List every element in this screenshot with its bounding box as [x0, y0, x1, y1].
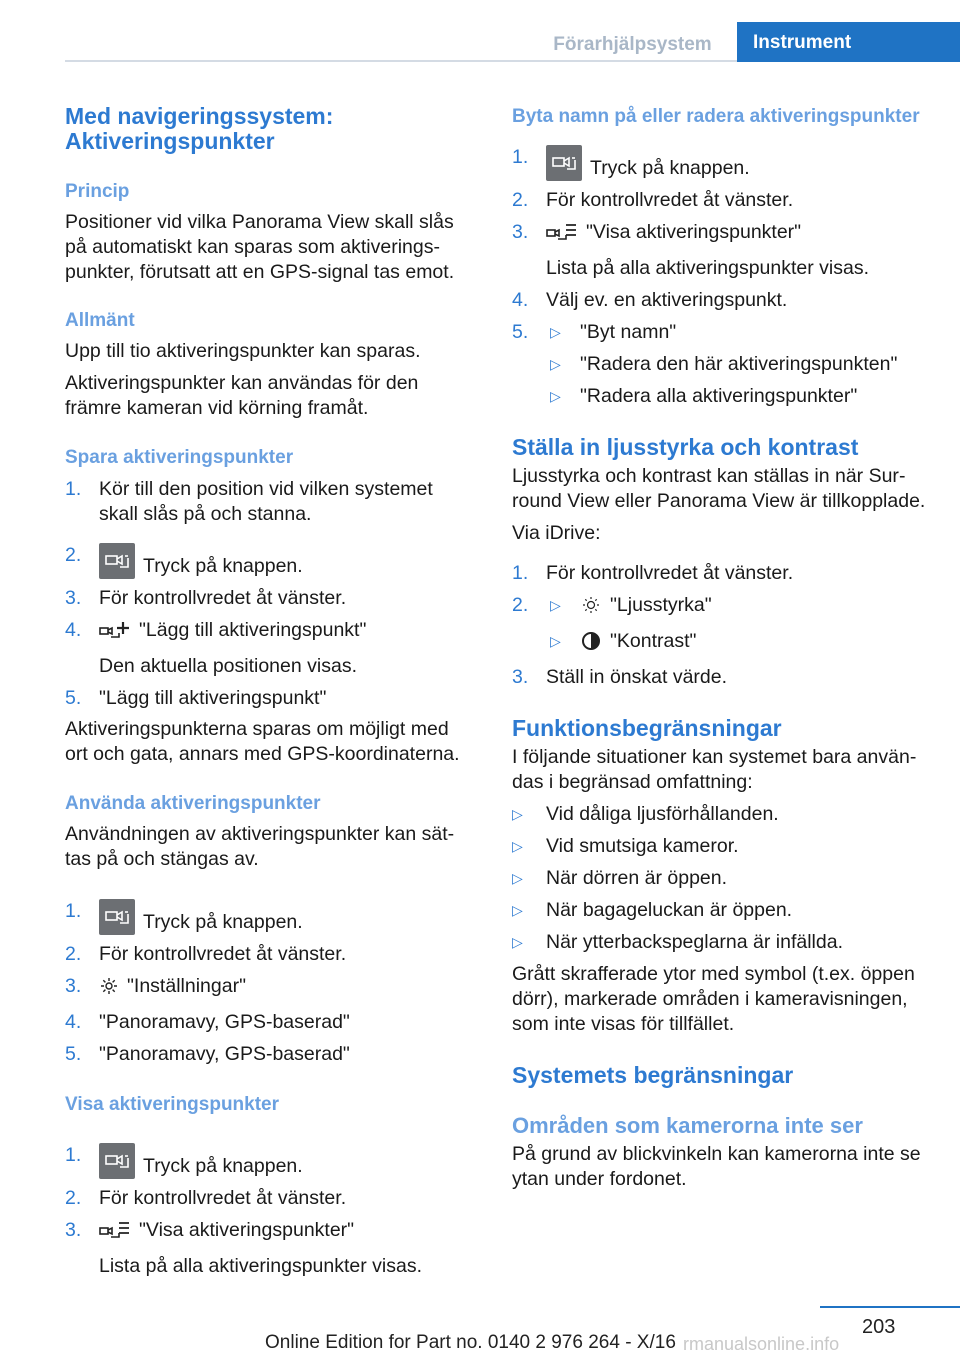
list-item: ▷ När bagageluckan är öppen. — [512, 899, 793, 921]
triangle-bullet-icon: ▷ — [550, 633, 561, 649]
list-item: ▷ "Kontrast" — [512, 629, 927, 658]
princip-text: Positioner vid vilka Panorama View skall slås på automatiskt kan sparas som aktiveringspunkter, förutsatt att en GPS-signal tas emot. — [65, 211, 455, 283]
section-tab[interactable]: Förarhjälpsystem — [553, 34, 712, 55]
triangle-bullet-icon: ▷ — [512, 934, 523, 950]
omr-text: På grund av blickvinkeln kan kamerorna inte se ytan under fordonet. — [512, 1143, 921, 1190]
camera-button-icon[interactable] — [99, 543, 135, 579]
triangle-bullet-icon: ▷ — [512, 870, 523, 886]
triangle-bullet-icon: ▷ — [550, 324, 561, 340]
allmant-text-1: Upp till tio aktiveringspunkter kan sparas. — [65, 340, 421, 362]
edition-text: Online Edition for Part no. 0140 2 976 264 - X/16 — [265, 1332, 676, 1353]
right-column — [512, 104, 927, 1192]
omr-heading: Områden som kamerorna inte ser — [512, 1113, 863, 1138]
list-item: 4. "Panoramavy, GPS-baserad" — [65, 1011, 350, 1033]
allmant-heading: Allmänt — [65, 310, 135, 331]
triangle-bullet-icon: ▷ — [512, 806, 523, 822]
triangle-bullet-icon: ▷ — [550, 597, 561, 613]
left-column — [65, 104, 473, 1279]
list-points-icon — [99, 1220, 131, 1247]
triangle-bullet-icon: ▷ — [512, 838, 523, 854]
allmant-text-2: Aktiveringspunkter kan användas för den främre kameran vid körning framåt. — [65, 372, 419, 419]
camera-button-icon[interactable] — [99, 1143, 135, 1179]
contrast-icon — [580, 631, 602, 658]
funk-heading: Funktionsbegränsningar — [512, 715, 782, 741]
anvanda-text: Användningen av aktiveringspunkter kan sättas på och stängas av. — [65, 823, 455, 870]
list-item: 1. För kontrollvredet åt vänster. — [512, 562, 794, 584]
triangle-bullet-icon: ▷ — [550, 356, 561, 372]
list-item: ▷ När dörren är öppen. — [512, 867, 728, 889]
list-item: ▷ "Radera alla aktiveringspunkter" — [550, 385, 858, 407]
list-item: ▷ Vid smutsiga kameror. — [512, 835, 739, 857]
list-item: 3. "Inställningar" — [65, 974, 473, 1003]
list-item: 1. Tryck på knappen. — [65, 900, 303, 933]
funk-text: I följande situationer kan systemet bara användas i begränsad omfattning: — [512, 746, 917, 793]
princip-heading: Princip — [65, 181, 130, 202]
list-item: 3. "Visa aktiveringspunkter" — [65, 1218, 473, 1247]
chapter-tab[interactable]: Instrument — [737, 22, 960, 62]
list-item: 1. Kör till den position vid vilken systemet skall slås på och stanna. — [65, 478, 433, 525]
via-idrive: Via iDrive: — [512, 522, 601, 544]
list-item: 1. Tryck på knappen. — [65, 1144, 303, 1177]
list-item-note: Den aktuella positionen visas. — [99, 655, 357, 677]
list-item: 3. "Visa aktiveringspunkter" — [512, 220, 927, 249]
ljus-text: Ljusstyrka och kontrast kan ställas in när Surround View eller Panorama View är tillkopplade. — [512, 465, 926, 512]
section-title: Med navigeringssystem: Aktiveringspunkter — [65, 103, 334, 154]
triangle-bullet-icon: ▷ — [512, 902, 523, 918]
list-item: 5. "Panoramavy, GPS-baserad" — [65, 1043, 350, 1065]
list-item: 2. För kontrollvredet åt vänster. — [65, 1187, 347, 1209]
list-item: 2. För kontrollvredet åt vänster. — [65, 943, 347, 965]
gear-icon — [99, 976, 119, 1003]
byta-heading: Byta namn på eller radera aktiveringspunkter — [512, 106, 920, 127]
list-item: 1. Tryck på knappen. — [512, 146, 750, 179]
triangle-bullet-icon: ▷ — [550, 388, 561, 404]
visa-heading: Visa aktiveringspunkter — [65, 1094, 280, 1115]
sys-heading: Systemets begränsningar — [512, 1062, 794, 1088]
camera-button-icon[interactable] — [546, 145, 582, 181]
list-item-note: Lista på alla aktiveringspunkter visas. — [546, 257, 869, 279]
spara-heading: Spara aktiveringspunkter — [65, 447, 294, 468]
ljus-heading: Ställa in ljusstyrka och kontrast — [512, 434, 859, 460]
list-item: 5. ▷ "Byt namn" — [512, 321, 677, 343]
list-item-note: Lista på alla aktiveringspunkter visas. — [99, 1255, 422, 1277]
list-item: 4. "Lägg till aktiveringspunkt" — [65, 618, 473, 647]
list-item: ▷ "Radera den här aktiveringspunkten" — [550, 353, 898, 375]
list-item: 4. Välj ev. en aktiveringspunkt. — [512, 289, 788, 311]
footer-rule — [820, 1306, 960, 1308]
brightness-icon — [580, 595, 602, 622]
list-points-icon — [546, 222, 578, 249]
list-item: 5. "Lägg till aktiveringspunkt" — [65, 687, 327, 709]
list-item: 3. Ställ in önskat värde. — [512, 666, 728, 688]
add-point-icon — [99, 620, 131, 647]
list-item: 3. För kontrollvredet åt vänster. — [65, 587, 347, 609]
list-item: ▷ Vid dåliga ljusförhållanden. — [512, 803, 779, 825]
watermark: rmanualsonline.info — [683, 1334, 840, 1354]
camera-button-icon[interactable] — [99, 899, 135, 935]
list-item: 2. Tryck på knappen. — [65, 544, 303, 577]
list-item: 2. För kontrollvredet åt vänster. — [512, 189, 794, 211]
page-number: 203 — [862, 1316, 896, 1338]
list-item: 2. ▷ "Ljusstyrka" — [512, 593, 927, 622]
funk-after-text: Grått skrafferade ytor med symbol (t.ex. öppen dörr), markerade områden i kameravisningen, som inte visas för tillfället. — [512, 963, 915, 1035]
list-item: ▷ När ytterbackspeglarna är infällda. — [512, 931, 843, 953]
spara-after-text: Aktiveringspunkterna sparas om möjligt med ort och gata, annars med GPS-koordinaterna. — [65, 718, 460, 765]
anvanda-heading: Använda aktiveringspunkter — [65, 793, 321, 814]
